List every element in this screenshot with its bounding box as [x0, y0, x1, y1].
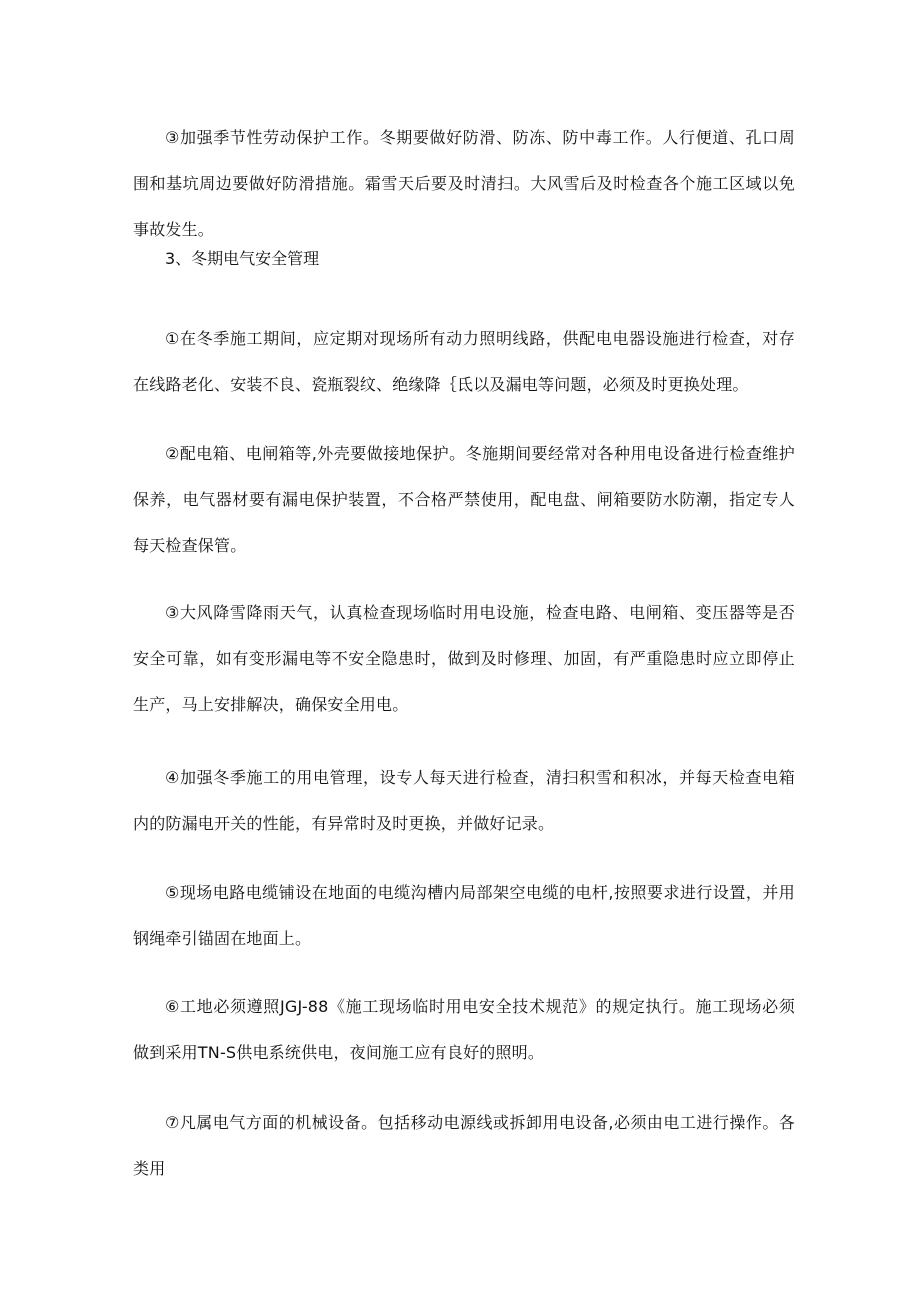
paragraph-cable-laying: ⑤现场电路电缆铺设在地面的电缆沟槽内局部架空电缆的电杆,按照要求进行设置，并用钢绳牵引锚固在地面上。 [133, 883, 795, 948]
paragraph-power-management: ④加强冬季施工的用电管理，设专人每天进行检查，清扫积雪和积冰，并每天检查电箱内的防漏电开关的性能，有异常时及时更换，并做好记录。 [133, 768, 795, 833]
paragraph-line-inspection: ①在冬季施工期间，应定期对现场所有动力照明线路，供配电电器设施进行检查，对存在线路老化、安装不良、瓷瓶裂纹、绝缘降｛氐以及漏电等问题，必须及时更换处理。 [133, 329, 795, 394]
paragraph-electrician-operation: ⑦凡属电气方面的机械设备。包括移动电源线或拆卸用电设备,必须由电工进行操作。各类用 [133, 1113, 795, 1178]
paragraph-distribution-box: ②配电箱、电闸箱等,外壳要做接地保护。冬施期间要经常对各种用电设备进行检查维护保养，电气器材要有漏电保护装置，不合格严禁使用，配电盘、闸箱要防水防潮，指定专人每天检查保管。 [133, 444, 795, 555]
paragraph-seasonal-protection: ③加强季节性劳动保护工作。冬期要做好防滑、防冻、防中毒工作。人行便道、孔口周围和基坑周边要做好防滑措施。霜雪天后要及时清扫。大风雪后及时检查各个施工区域以免事故发生。 [133, 128, 795, 239]
section-heading-winter-electrical: 3、冬期电气安全管理 [165, 249, 320, 268]
paragraph-standard-compliance: ⑥工地必须遵照JGJ-88《施工现场临时用电安全技术规范》的规定执行。施工现场必须做到采用TN-S供电系统供电，夜间施工应有良好的照明。 [133, 997, 795, 1062]
paragraph-severe-weather: ③大风降雪降雨天气，认真检查现场临时用电设施，检查电路、电闸箱、变压器等是否安全可靠，如有变形漏电等不安全隐患时，做到及时修理、加固，有严重隐患时应立即停止生产，马上安排解决，确保安全用电。 [133, 603, 795, 714]
